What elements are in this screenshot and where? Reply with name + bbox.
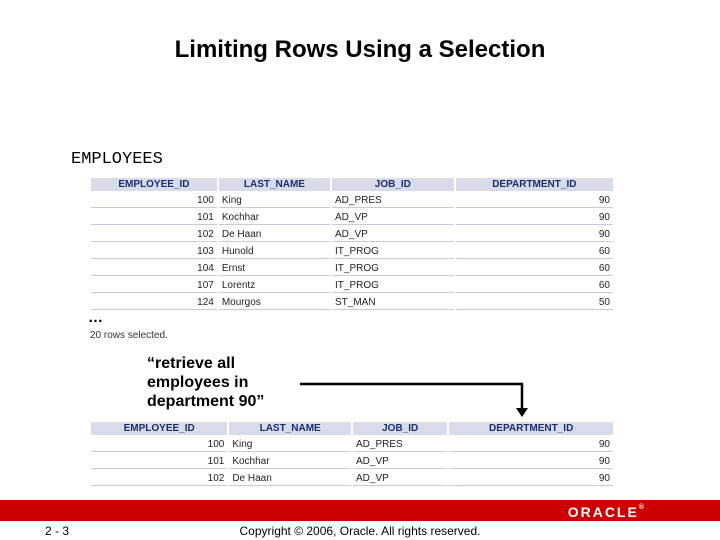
logo-text: ORACLE [567, 504, 639, 520]
cell-department-id: 60 [456, 278, 613, 293]
column-header: JOB_ID [332, 178, 454, 191]
cell-job-id: AD_PRES [353, 437, 447, 452]
more-rows-ellipsis: … [88, 309, 104, 326]
cell-last-name: King [219, 193, 330, 208]
cell-employee-id: 104 [91, 261, 217, 276]
cell-last-name: De Haan [219, 227, 330, 242]
column-header: EMPLOYEE_ID [91, 178, 217, 191]
cell-employee-id: 124 [91, 295, 217, 310]
cell-last-name: Hunold [219, 244, 330, 259]
cell-department-id: 90 [449, 471, 613, 486]
table-header-row [91, 422, 613, 435]
rows-selected-text: 20 rows selected. [90, 330, 168, 341]
cell-employee-id: 102 [91, 227, 217, 242]
cell-employee-id: 107 [91, 278, 217, 293]
copyright-text: Copyright © 2006, Oracle. All rights reserved. [239, 524, 481, 538]
cell-employee-id: 101 [91, 454, 227, 469]
cell-department-id: 90 [456, 227, 613, 242]
table-row [91, 471, 613, 486]
oracle-logo [568, 504, 644, 520]
cell-department-id: 90 [449, 454, 613, 469]
cell-last-name: Ernst [219, 261, 330, 276]
cell-department-id: 60 [456, 261, 613, 276]
column-header: LAST_NAME [229, 422, 351, 435]
registered-mark: ® [638, 504, 644, 511]
cell-job-id: IT_PROG [332, 278, 454, 293]
table-row [91, 437, 613, 452]
cell-employee-id: 102 [91, 471, 227, 486]
table-row [91, 454, 613, 469]
column-header: LAST_NAME [219, 178, 330, 191]
slide-number: 2 - 3 [45, 524, 70, 538]
cell-last-name: Kochhar [219, 210, 330, 225]
column-header: EMPLOYEE_ID [91, 422, 227, 435]
cell-department-id: 50 [456, 295, 613, 310]
cell-job-id: AD_PRES [332, 193, 454, 208]
cell-last-name: King [229, 437, 351, 452]
cell-department-id: 60 [456, 244, 613, 259]
result-table [89, 420, 615, 488]
slide-title: Limiting Rows Using a Selection [174, 36, 546, 63]
cell-job-id: IT_PROG [332, 244, 454, 259]
cell-last-name: De Haan [229, 471, 351, 486]
cell-department-id: 90 [456, 193, 613, 208]
cell-employee-id: 100 [91, 193, 217, 208]
column-header: DEPARTMENT_ID [456, 178, 613, 191]
cell-job-id: AD_VP [353, 471, 447, 486]
cell-job-id: AD_VP [353, 454, 447, 469]
arrow-head-icon [516, 408, 528, 417]
cell-job-id: IT_PROG [332, 261, 454, 276]
cell-department-id: 90 [456, 210, 613, 225]
cell-job-id: AD_VP [332, 210, 454, 225]
cell-last-name: Mourgos [219, 295, 330, 310]
cell-department-id: 90 [449, 437, 613, 452]
column-header: JOB_ID [353, 422, 447, 435]
column-header: DEPARTMENT_ID [449, 422, 613, 435]
table-name-label: EMPLOYEES [71, 150, 163, 169]
cell-last-name: Lorentz [219, 278, 330, 293]
cell-employee-id: 103 [91, 244, 217, 259]
query-quote: “retrieve all employees in department 90” [147, 355, 265, 410]
cell-last-name: Kochhar [229, 454, 351, 469]
cell-employee-id: 100 [91, 437, 227, 452]
cell-job-id: ST_MAN [332, 295, 454, 310]
cell-employee-id: 101 [91, 210, 217, 225]
cell-job-id: AD_VP [332, 227, 454, 242]
arrow-line [300, 384, 522, 410]
